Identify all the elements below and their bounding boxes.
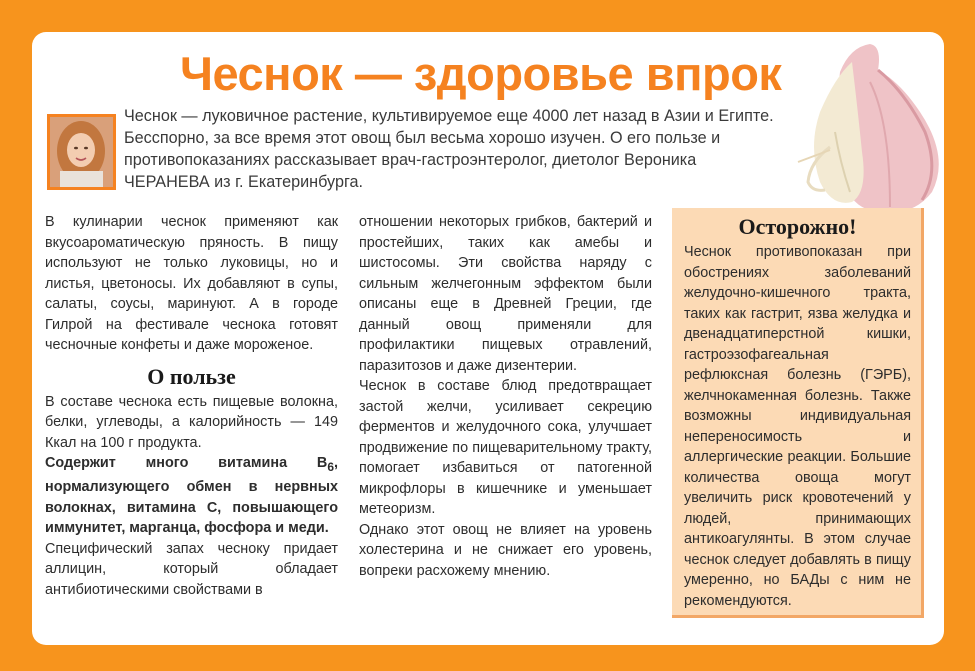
author-portrait-illustration — [50, 117, 113, 187]
article-column-1 — [45, 212, 338, 600]
column1-paragraph-1: В кулинарии чеснок применяют как вкусоароматическую пряность. В пищу используют не только луковицы, но и листья, цветоносы. Их добавляют в супы, салаты, соусы, маринуют. А в городе Гилрой на фестивале чеснока готовят чесночные конфеты и даже мороженое. — [45, 214, 338, 353]
column2-paragraph-1: отношении некоторых грибков, бактерий и простейших, таких как амебы и шистосомы. Эти свойства наряду с сильным желчегонным эффектом были описаны еще в Древней Греции, где данный овощ применяли для профилактики пищевых отравлений, паразитозов и даже дизентерии. — [359, 214, 652, 374]
column2-paragraph-3: Однако этот овощ не влияет на уровень холестерина и не снижает его уровень, вопреки расхожему мнению. — [359, 521, 652, 579]
vitamins-text-end: , нормализующего обмен в нервных волокнах, витамина C, повышающего иммунитет, марганца, фосфора и меди. — [45, 455, 338, 537]
column2-paragraph-2: Чеснок в составе блюд предотвращает застой желчи, усиливает секрецию ферментов и желудочного сока, улучшает продвижение по пищеварительному тракту, помогает избавиться от патогенной микрофлоры в кишечнике и уменьшает метеоризм. — [359, 378, 652, 517]
vitamin-b6-subscript: 6 — [327, 459, 334, 474]
warning-text: Чеснок противопоказан при обострениях заболеваний желудочно-кишечного тракта, таких как гастрит, язва желудка и двенадцатиперстной кишки, гастроэзофагеальная рефлюксная болезнь (ГЭРБ), желчнокаменная болезнь. Также возможны индивидуальная непереносимость и аллергические реакции. Большие количества овоща могут увеличить риск кровотечений у людей, принимающих антикоагулянты. В этом случае чеснок следует добавлять в пищу умеренно, но БАДы с ним не рекомендуются. — [684, 244, 911, 609]
benefits-heading: О пользе — [147, 363, 236, 389]
column1-paragraph-3: Специфический запах чесноку придает аллицин, который обладает антибиотическими свойствами в — [45, 540, 338, 598]
column1-paragraph-2: В составе чеснока есть пищевые волокна, белки, углеводы, а калорийность — 149 Ккал на 100 г продукта. — [45, 393, 338, 451]
intro-paragraph: Чеснок — луковичное растение, культивируемое еще 4000 лет назад в Азии и Египте. Бесспорно, за все время этот овощ был весьма хорошо изучен. О его пользе и противопоказаниях рассказывает врач-гастроэнтеролог, диетолог Вероника ЧЕРАНЕВА из г. Екатеринбурга. — [124, 107, 774, 191]
article-column-2 — [359, 212, 652, 581]
article-title: Чеснок — здоровье впрок — [180, 47, 782, 100]
column1-vitamins-paragraph — [45, 453, 338, 539]
author-photo — [47, 114, 116, 190]
article-page — [32, 32, 944, 645]
vitamins-text-start: Содержит много витамина B — [45, 455, 328, 471]
warning-box — [672, 208, 924, 618]
warning-title: Осторожно! — [738, 214, 857, 239]
garlic-illustration — [790, 42, 944, 217]
